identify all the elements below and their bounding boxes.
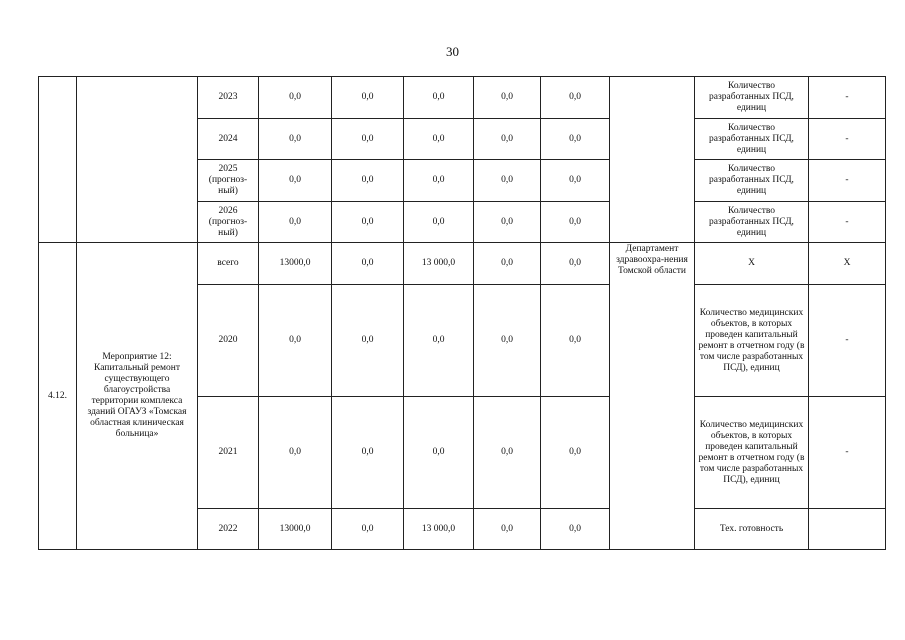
amount-cell: 0,0 — [332, 243, 404, 285]
amount-cell: 0,0 — [332, 285, 404, 397]
indicator-cell: Количество медицинских объектов, в которых проведен капитальный ремонт в отчетном году (в том числе разработанных ПСД), единиц — [695, 285, 809, 397]
year-cell: 2021 — [198, 397, 259, 509]
amount-cell: 0,0 — [404, 119, 474, 160]
amount-cell: 0,0 — [404, 285, 474, 397]
table-row — [39, 77, 886, 119]
amount-cell: 0,0 — [474, 77, 541, 119]
amount-cell: 0,0 — [474, 202, 541, 243]
amount-cell: 0,0 — [332, 202, 404, 243]
amount-cell: 0,0 — [541, 160, 610, 202]
amount-cell: 0,0 — [332, 160, 404, 202]
amount-cell: 0,0 — [332, 119, 404, 160]
amount-cell: 0,0 — [474, 243, 541, 285]
year-cell: 2023 — [198, 77, 259, 119]
indicator-value-cell: - — [809, 119, 886, 160]
total-cell: 0,0 — [259, 202, 332, 243]
amount-cell: 0,0 — [332, 509, 404, 550]
indicator-value-cell: - — [809, 202, 886, 243]
event-number-cell: 4.12. — [39, 243, 77, 550]
year-cell: всего — [198, 243, 259, 285]
amount-cell: 0,0 — [332, 397, 404, 509]
amount-cell: 0,0 — [332, 77, 404, 119]
total-cell: 0,0 — [259, 397, 332, 509]
amount-cell: 0,0 — [474, 397, 541, 509]
amount-cell: 0,0 — [404, 397, 474, 509]
executor-cell: Департамент здравоохра-нения Томской области — [610, 243, 695, 550]
amount-cell: 13 000,0 — [404, 509, 474, 550]
total-cell: 13000,0 — [259, 243, 332, 285]
amount-cell: 0,0 — [404, 202, 474, 243]
indicator-value-cell: Х — [809, 243, 886, 285]
amount-cell: 0,0 — [474, 285, 541, 397]
total-cell: 0,0 — [259, 119, 332, 160]
indicator-cell: Тех. готовность — [695, 509, 809, 550]
indicator-value-cell: - — [809, 160, 886, 202]
total-cell: 0,0 — [259, 160, 332, 202]
number-cell — [39, 77, 77, 243]
indicator-cell: Количество разработанных ПСД, единиц — [695, 119, 809, 160]
total-cell: 13000,0 — [259, 509, 332, 550]
page-number: 30 — [446, 44, 459, 59]
amount-cell: 0,0 — [404, 77, 474, 119]
table-row — [39, 243, 886, 285]
indicator-cell: Количество разработанных ПСД, единиц — [695, 77, 809, 119]
amount-cell: 0,0 — [404, 160, 474, 202]
indicator-value-cell: - — [809, 397, 886, 509]
amount-cell: 0,0 — [541, 202, 610, 243]
event-name-cell: Мероприятие 12: Капитальный ремонт существующего благоустройства территории комплекса зданий ОГАУЗ «Томская областная клиническая больница» — [77, 243, 198, 550]
amount-cell: 0,0 — [474, 119, 541, 160]
year-cell: 2022 — [198, 509, 259, 550]
program-table — [38, 76, 886, 550]
year-cell: 2026 (прогноз-ный) — [198, 202, 259, 243]
amount-cell: 0,0 — [541, 77, 610, 119]
executor-cell — [610, 77, 695, 243]
name-cell — [77, 77, 198, 243]
amount-cell: 0,0 — [541, 243, 610, 285]
indicator-value-cell: - — [809, 285, 886, 397]
year-cell: 2025 (прогноз-ный) — [198, 160, 259, 202]
amount-cell: 13 000,0 — [404, 243, 474, 285]
total-cell: 0,0 — [259, 77, 332, 119]
indicator-cell: Количество разработанных ПСД, единиц — [695, 160, 809, 202]
amount-cell: 0,0 — [541, 119, 610, 160]
indicator-cell: Количество медицинских объектов, в которых проведен капитальный ремонт в отчетном году (в том числе разработанных ПСД), единиц — [695, 397, 809, 509]
amount-cell: 0,0 — [474, 160, 541, 202]
indicator-cell: Х — [695, 243, 809, 285]
year-cell: 2020 — [198, 285, 259, 397]
year-cell: 2024 — [198, 119, 259, 160]
total-cell: 0,0 — [259, 285, 332, 397]
indicator-cell: Количество разработанных ПСД, единиц — [695, 202, 809, 243]
indicator-value-cell — [809, 509, 886, 550]
indicator-value-cell: - — [809, 77, 886, 119]
amount-cell: 0,0 — [541, 285, 610, 397]
amount-cell: 0,0 — [474, 509, 541, 550]
amount-cell: 0,0 — [541, 397, 610, 509]
amount-cell: 0,0 — [541, 509, 610, 550]
